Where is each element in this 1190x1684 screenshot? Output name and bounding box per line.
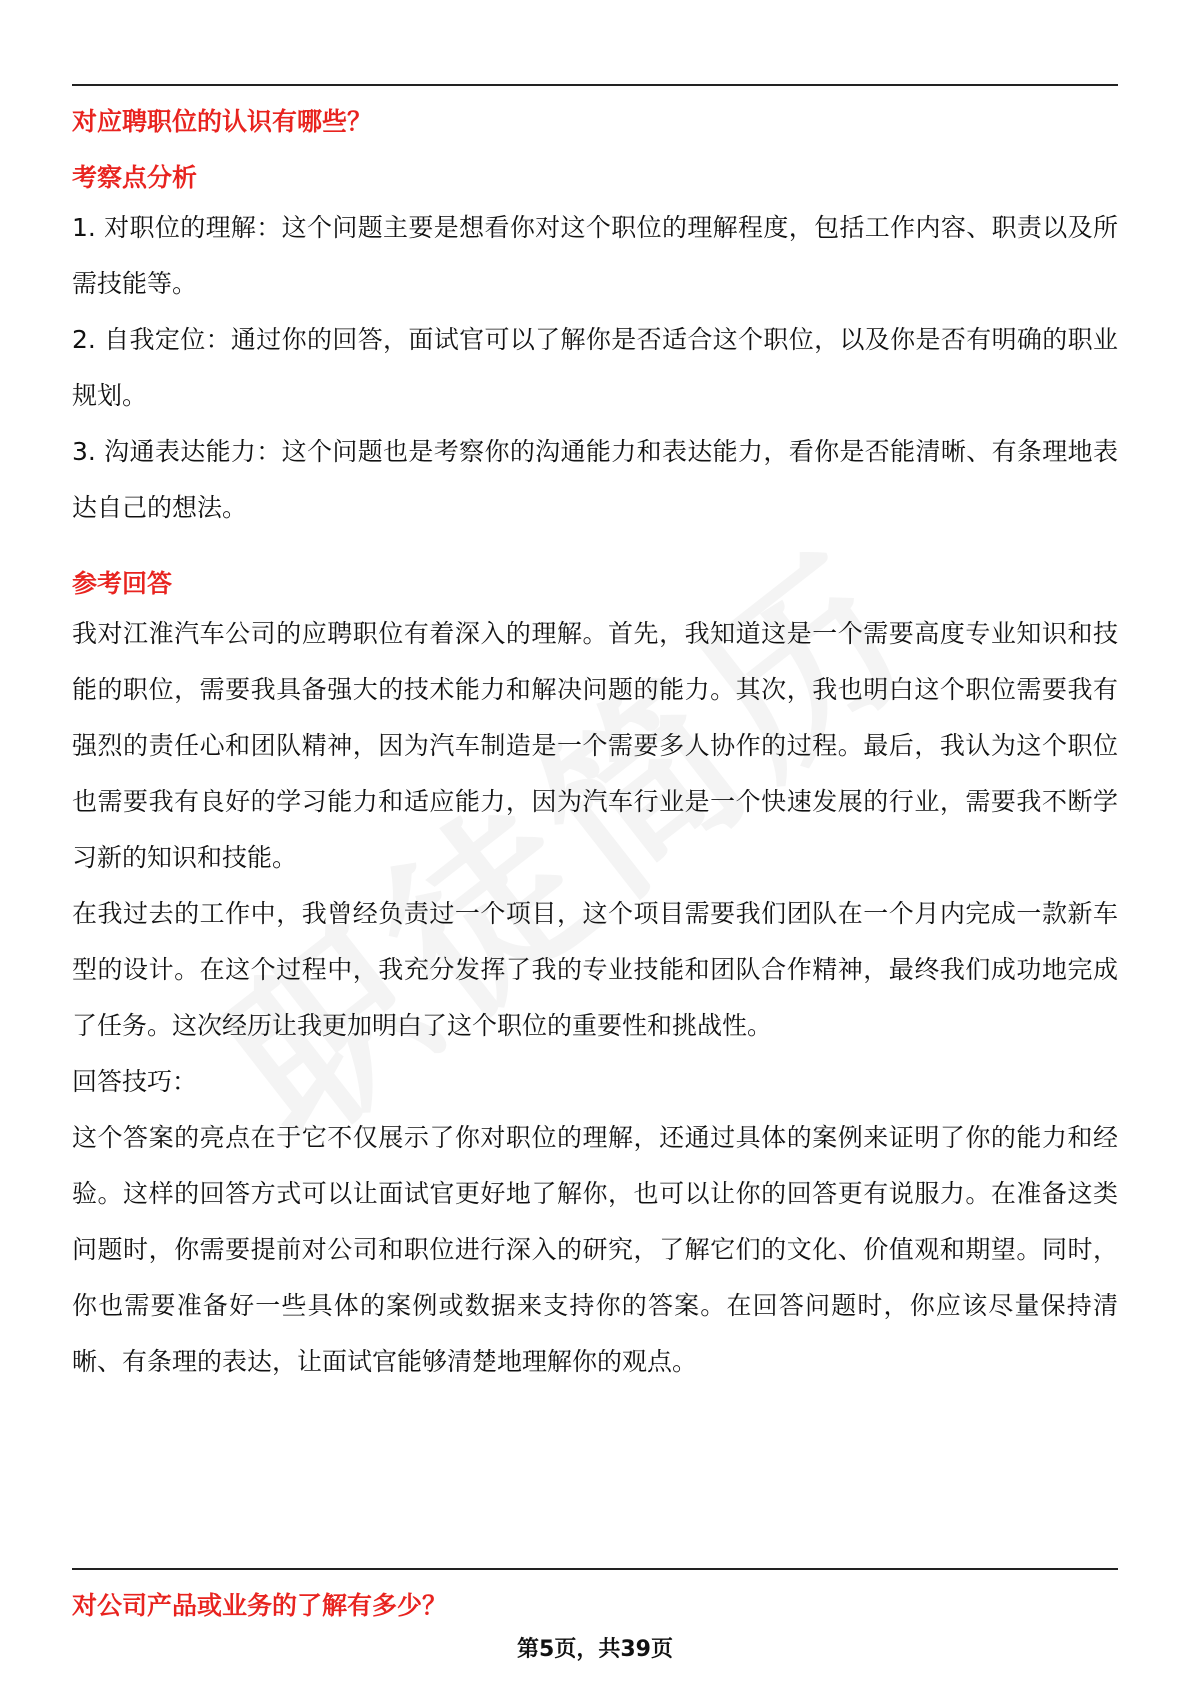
page-number: 第5页，共39页 (517, 1637, 673, 1662)
analysis-title: 考察点分析 (72, 163, 198, 192)
answer-tips-label: 回答技巧： (72, 1067, 198, 1096)
answer-title: 参考回答 (72, 569, 173, 598)
answer-paragraph: 我对江淮汽车公司的应聘职位有着深入的理解。首先，我知道这是一个需要高度专业知识和技能的职位，需要我具备强大的技术能力和解决问题的能力。其次，我也明白这个职位需要我有强烈的责任心和团队精神，因为汽车制造是一个需要多人协作的过程。最后，我认为这个职位也需要我有良好的学习能力和适应能力，因为汽车行业是一个快速发展的行业，需要我不断学习新的知识和技能。 (72, 619, 1118, 872)
analysis-point: 3. 沟通表达能力：这个问题也是考察你的沟通能力和表达能力，看你是否能清晰、有条理地表达自己的想法。 (72, 437, 1118, 522)
main-content (72, 100, 1118, 1390)
answer-paragraph: 这个答案的亮点在于它不仅展示了你对职位的理解，还通过具体的案例来证明了你的能力和经验。这样的回答方式可以让面试官更好地了解你，也可以让你的回答更有说服力。在准备这类问题时，你需要提前对公司和职位进行深入的研究，了解它们的文化、价值观和期望。同时，你也需要准备好一些具体的案例或数据来支持你的答案。在回答问题时，你应该尽量保持清晰、有条理的表达，让面试官能够清楚地理解你的观点。 (72, 1123, 1118, 1376)
bottom-divider (72, 1568, 1118, 1570)
analysis-point: 1. 对职位的理解：这个问题主要是想看你对这个职位的理解程度，包括工作内容、职责以及所需技能等。 (72, 213, 1118, 298)
top-divider (72, 84, 1118, 86)
question-title: 对应聘职位的认识有哪些？ (72, 107, 373, 136)
next-question-title: 对公司产品或业务的了解有多少？ (72, 1591, 448, 1620)
answer-paragraph: 在我过去的工作中，我曾经负责过一个项目，这个项目需要我们团队在一个月内完成一款新车型的设计。在这个过程中，我充分发挥了我的专业技能和团队合作精神，最终我们成功地完成了任务。这次经历让我更加明白了这个职位的重要性和挑战性。 (72, 899, 1118, 1040)
analysis-point: 2. 自我定位：通过你的回答，面试官可以了解你是否适合这个职位，以及你是否有明确的职业规划。 (72, 325, 1118, 410)
